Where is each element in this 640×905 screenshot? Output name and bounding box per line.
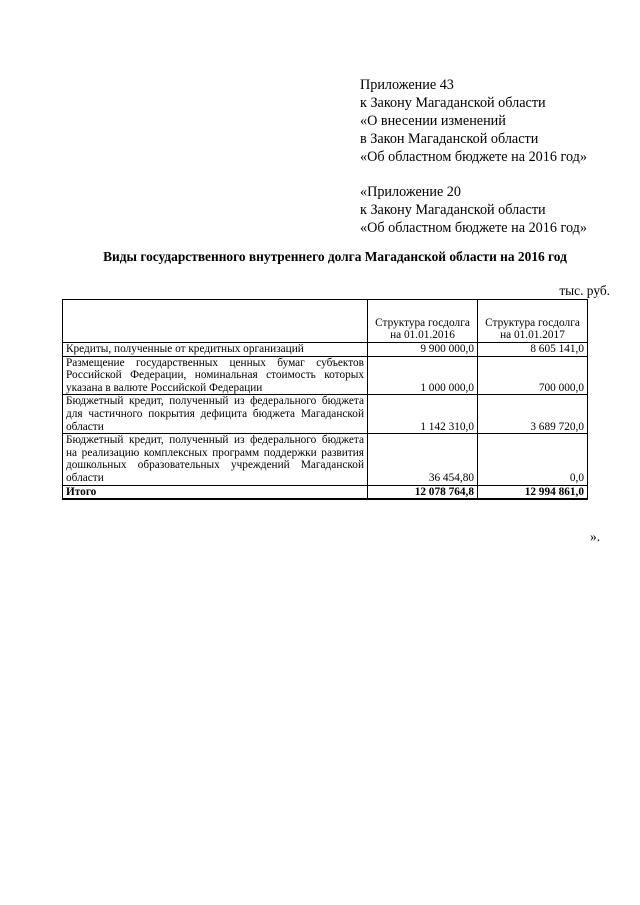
total-value-2017: 12 994 861,0 (478, 485, 588, 499)
total-label: Итого (63, 485, 368, 499)
appendix-line: «Об областном бюджете на 2016 год» (360, 220, 587, 236)
row-name: Кредиты, полученные от кредитных организаций (63, 343, 368, 357)
row-value-2016: 36 454,80 (368, 434, 478, 485)
row-name: Размещение государственных ценных бумаг субъектов Российской Федерации, номинальная стоимость которых указана в валюте Российской Федерации (63, 356, 368, 395)
row-value-2017: 0,0 (478, 434, 588, 485)
header-gap (360, 166, 630, 183)
table-row (63, 356, 588, 395)
header-cell-2017: Структура госдолга на 01.01.2017 (478, 300, 588, 343)
table-row (63, 395, 588, 434)
appendix-line: Приложение 43 (360, 77, 454, 93)
table-header-row (63, 300, 588, 343)
units-label: тыс. руб. (559, 283, 610, 298)
total-value-2016: 12 078 764,8 (368, 485, 478, 499)
table-total-row (63, 485, 588, 499)
header-cell-name (63, 300, 368, 343)
table-row (63, 434, 588, 485)
appendix-line: «Приложение 20 (360, 184, 461, 200)
row-value-2016: 1 000 000,0 (368, 356, 478, 395)
row-name: Бюджетный кредит, полученный из федерального бюджета для частичного покрытия дефицита бюджета Магаданской области (63, 395, 368, 434)
row-value-2017: 8 605 141,0 (478, 343, 588, 357)
row-value-2016: 9 900 000,0 (368, 343, 478, 357)
debt-table (62, 299, 588, 500)
row-value-2017: 3 689 720,0 (478, 395, 588, 434)
appendix-line: к Закону Магаданской области (360, 95, 546, 111)
appendix-line: «Об областном бюджете на 2016 год» (360, 149, 587, 165)
row-value-2016: 1 142 310,0 (368, 395, 478, 434)
table-row (63, 343, 588, 357)
appendix-line: к Закону Магаданской области (360, 202, 546, 218)
appendix-line: «О внесении изменений (360, 113, 506, 129)
header-cell-2016: Структура госдолга на 01.01.2016 (368, 300, 478, 343)
appendix-line: в Закон Магаданской области (360, 131, 539, 147)
document-title: Виды государственного внутреннего долга Магаданской области на 2016 год (103, 249, 567, 264)
row-value-2017: 700 000,0 (478, 356, 588, 395)
closing-quote-mark: ». (590, 529, 601, 544)
row-name: Бюджетный кредит, полученный из федерального бюджета на реализацию комплексных программ поддержки развития дошкольных образовательных учреждений Магаданской области (63, 434, 368, 485)
appendix-header (360, 76, 630, 237)
